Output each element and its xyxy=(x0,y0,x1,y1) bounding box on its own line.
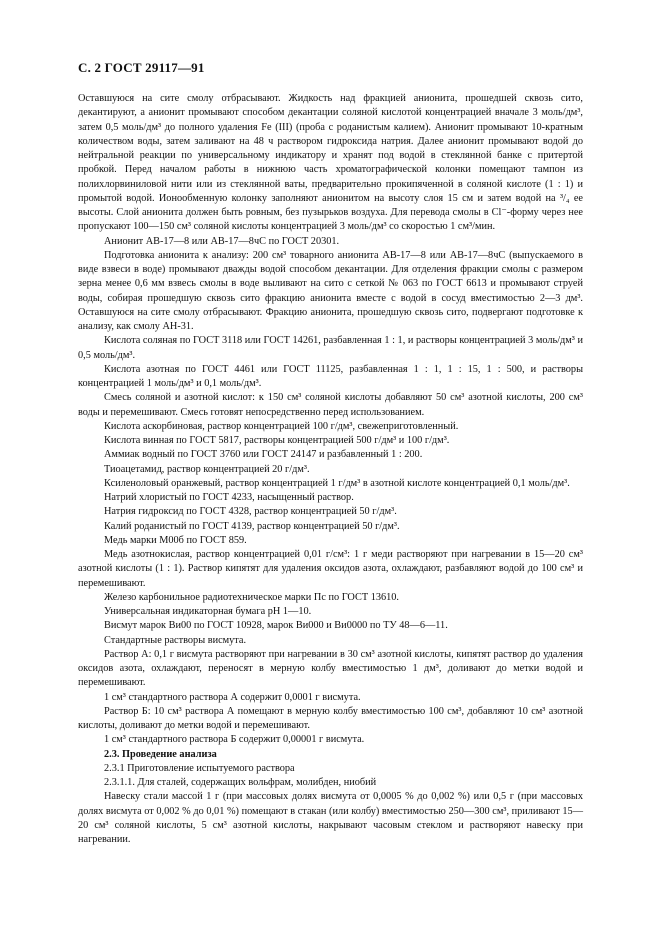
paragraph: Кислота винная по ГОСТ 5817, растворы концентрацией 500 г/дм³ и 100 г/дм³. xyxy=(104,435,450,446)
paragraph: Кислота азотная по ГОСТ 4461 или ГОСТ 11125, разбавленная 1 : 1, 1 : 15, 1 : 500, и растворы концентрацией 1 моль/дм³ и 0,1 моль/дм³. xyxy=(78,363,583,389)
paragraph: Ксиленоловый оранжевый, раствор концентрацией 1 г/дм³ в азотной кислоте концентрацией 0,1 моль/дм³. xyxy=(104,477,570,489)
paragraph: Анионит АВ-17—8 или АВ-17—8чС по ГОСТ 20301. xyxy=(104,235,340,247)
paragraph: Раствор А: 0,1 г висмута растворяют при нагревании в 30 см³ азотной кислоты, кипятят раствор до удаления оксидов азота, охлаждают, переносят в мерную колбу вместимостью 1 дм³, доливают до метки водой и перемешивают. xyxy=(78,648,583,689)
document-body xyxy=(78,92,583,847)
paragraph: Медь марки М00б по ГОСТ 859. xyxy=(104,534,247,546)
paragraph: Стандартные растворы висмута. xyxy=(104,634,247,646)
paragraph: Навеску стали массой 1 г (при массовых долях висмута от 0,0005 % до 0,002 %) или 0,5 г (при массовых долях висмута от 0,002 % до 0,01 %) помещают в стакан (или колбу) вместимостью 250—300 см³, приливают 15—20 см³ соляной кислоты, 5 см³ азотной кислоты, накрывают часовым стеклом и растворяют навеску при нагревании. xyxy=(78,791,583,845)
paragraph: 1 см³ стандартного раствора А содержит 0,0001 г висмута. xyxy=(104,691,361,703)
paragraph: Натрий хлористый по ГОСТ 4233, насыщенный раствор. xyxy=(104,492,354,503)
paragraph: Кислота соляная по ГОСТ 3118 или ГОСТ 14261, разбавленная 1 : 1, и растворы концентрацией 3 моль/дм³ и 0,5 моль/дм³. xyxy=(78,335,583,361)
paragraph: Натрия гидроксид по ГОСТ 4328, раствор концентрацией 50 г/дм³. xyxy=(104,506,397,518)
paragraph: 1 см³ стандартного раствора Б содержит 0,00001 г висмута. xyxy=(104,734,365,746)
page-header: С. 2 ГОСТ 29117—91 xyxy=(78,60,205,75)
paragraph: Железо карбонильное радиотехническое марки Пс по ГОСТ 13610. xyxy=(104,591,400,603)
paragraph: Подготовка анионита к анализу: 200 см³ товарного анионита АВ-17—8 или АВ-17—8чС (выпускаемого в виде взвеси в воде) промывают дважды водой способом декантации. Для отделения фракции смолы с размером зерна менее 0,6 мм взвесь смолы в воде выливают на сито с сеткой № 063 по ГОСТ 6613 и промывают струей воды, собирая прошедшую сквозь сито фракцию анионита вместе с водой в сосуд вместимостью 2—3 дм³. Оставшуюся на сите смолу отбрасывают. Фракцию анионита, прошедшую сквозь сито, подвергают подготовке к анализу, как смолу АН-31. xyxy=(78,249,583,332)
paragraph: Оставшуюся на сите смолу отбрасывают. Жидкость над фракцией анионита, прошедшей сквозь сито, декантируют, а анионит промывают способом декантации соляной кислотой концентрацией вначале 3 моль/дм³, затем 0,5 моль/дм³ до полного удаления Fe (III) (проба с роданистым калием). Анионит промывают 10-кратным количеством воды, затем заливают на 48 ч раствором гидроксида натрия. Далее анионит промывают водой до нейтральной реакции по универсальному индикатору и хранят под водой в стеклянной банке с притертой пробкой. Перед началом работы в нижнюю часть хроматографической колонки помещают тампон из полихлорвиниловой нити или из стеклянной ваты, предварительно прокипяченной в соляной кислоте (1 : 1) и промытой водой. Ионообменную колонку заполняют анионитом на высоту слоя 15 см и затем водой на ³/₄ ее высоты. Слой анионита должен быть ровным, без пузырьков воздуха. Для перевода смолы в Cl⁻-форму через нее пропускают 100—150 см³ соляной кислоты концентрацией 3 моль/дм³ со скоростью 1 см³/мин. xyxy=(78,93,583,233)
paragraph: Висмут марок Ви00 по ГОСТ 10928, марок Ви000 и Ви0000 по ТУ 48—6—11. xyxy=(104,620,448,632)
paragraph: Универсальная индикаторная бумага pH 1—10. xyxy=(104,606,312,617)
section-heading: 2.3. Проведение анализа xyxy=(104,748,217,760)
paragraph: Смесь соляной и азотной кислот: к 150 см³ соляной кислоты добавляют 50 см³ азотной кислоты, 200 см³ воды и перемешивают. Смесь готовят непосредственно перед использованием. xyxy=(78,392,583,418)
paragraph: Калий роданистый по ГОСТ 4139, раствор концентрацией 50 г/дм³. xyxy=(104,520,400,532)
paragraph: 2.3.1 Приготовление испытуемого раствора xyxy=(104,762,295,774)
paragraph: Раствор Б: 10 см³ раствора А помещают в мерную колбу вместимостью 100 см³, добавляют 10 см³ азотной кислоты, доливают до метки водой и перемешивают. xyxy=(78,705,583,731)
paragraph: Тиоацетамид, раствор концентрацией 20 г/дм³. xyxy=(104,463,310,475)
paragraph: Кислота аскорбиновая, раствор концентрацией 100 г/дм³, свежеприготовленный. xyxy=(104,420,459,432)
paragraph: Аммиак водный по ГОСТ 3760 или ГОСТ 24147 и разбавленный 1 : 200. xyxy=(104,449,423,461)
paragraph: 2.3.1.1. Для сталей, содержащих вольфрам, молибден, ниобий xyxy=(104,777,377,788)
paragraph: Медь азотнокислая, раствор концентрацией 0,01 г/см³: 1 г меди растворяют при нагревании в 15—20 см³ азотной кислоты (1 : 1). Раствор кипятят для удаления оксидов азота, охлаждают, разбавляют водой до 100 см³ и перемешивают. xyxy=(78,549,583,589)
